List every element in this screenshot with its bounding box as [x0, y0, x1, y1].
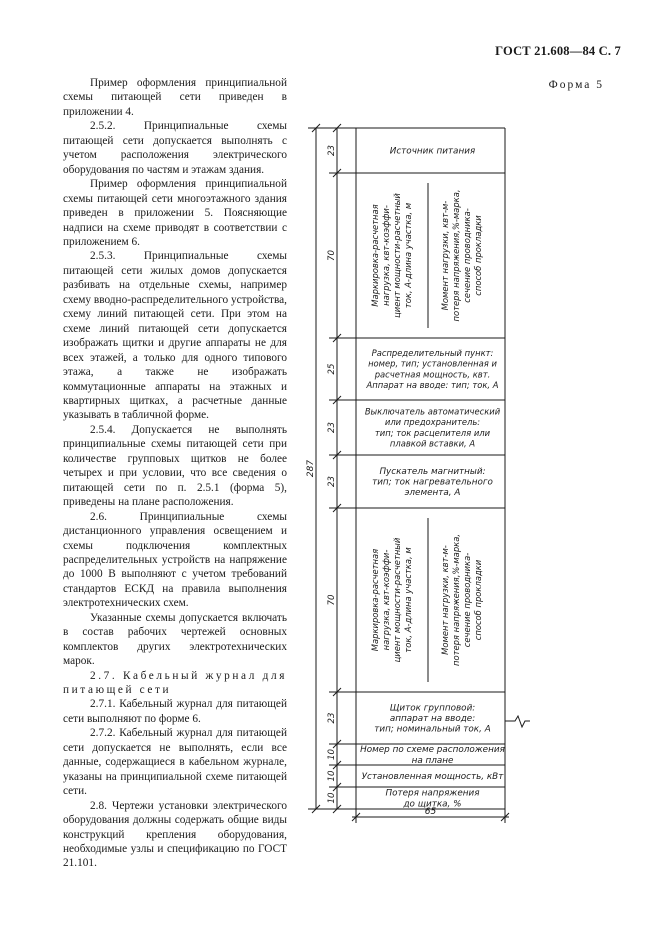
rotated-label: ток, А-длина участка, м: [403, 547, 413, 653]
rotated-label: Момент нагрузки, квт-м-: [440, 200, 450, 311]
row-dimension: 23: [327, 712, 337, 724]
rotated-label: Маркировка-расчетная: [370, 204, 380, 307]
rotated-label: циент мощности-расчетный: [392, 193, 402, 318]
rotated-label: потеря напряжения,%-марка,: [451, 533, 461, 667]
row-label: плавкой вставки, А: [389, 438, 476, 449]
rotated-label: способ прокладки: [473, 215, 483, 296]
row-label: Установленная мощность, кВт: [361, 772, 504, 782]
row-label: Потеря напряжения: [385, 788, 480, 799]
row-label: тип; номинальный ток, А: [374, 724, 491, 735]
rotated-label: циент мощности-расчетный: [392, 537, 402, 663]
rotated-label: потеря напряжения,%-марка,: [451, 189, 461, 322]
row-label: Пускатель магнитный:: [379, 466, 486, 477]
row-dimension: 10: [327, 792, 337, 804]
row-label: элемента, А: [404, 488, 461, 499]
row-dimension: 23: [327, 422, 337, 433]
row-label: Аппарат на вводе: тип; ток, А: [366, 379, 499, 390]
row-label: Щиток групповой:: [389, 703, 476, 714]
rotated-label: нагрузка, квт-коэффи-: [381, 549, 391, 651]
paragraph: 2.7.2. Кабельный журнал для питающей сети допускается не выполнять, если все данные, содержащиеся в кабельном журнале, указаны на принципиальной схеме питающей сети.: [63, 727, 287, 798]
rotated-label: нагрузка, квт-коэффи-: [381, 205, 391, 306]
row-dimension: 23: [327, 476, 337, 487]
paragraph: Пример оформления принципиальной схемы питающей сети многоэтажного здания приведен в приложении 5. Поясняющие надписи на схеме приводят в соответствии с приложением 6.: [63, 178, 287, 248]
row-dimension: 23: [327, 145, 337, 156]
width-dimension: 65: [424, 807, 437, 817]
row-label: Номер по схеме расположения: [360, 745, 505, 756]
paragraph: Указанные схемы допускается включать в состав рабочих чертежей основных комплектов других электротехнических марок.: [63, 611, 287, 668]
rotated-label: способ прокладки: [473, 559, 483, 641]
row-label: до щитка, %: [403, 799, 462, 810]
row-label: тип; ток расцепителя или: [374, 427, 491, 438]
rotated-label: сечение проводника-: [462, 552, 472, 648]
paragraph: 2.5.3. Принципиальные схемы питающей сети жилых домов допускается разбивать на отдельные схемы, например схему вводно-распределительного устройства, схему линий питающей сети. При этом на схеме линий питающей сети допускается изображать щитки и другие аппараты не для всех этажей, а только для одного типового этажа, а также не изображать коммутационные аппараты на этажных и квартирных щитках, а расчетные данные указывать в табличной форме.: [63, 250, 287, 422]
paragraph: 2.7.1. Кабельный журнал для питающей сети выполняют по форме 6.: [63, 698, 287, 725]
row-label: Выключатель автоматический: [364, 406, 501, 417]
row-label: Источник питания: [389, 146, 476, 157]
row-label: Распределительный пункт:: [371, 348, 494, 359]
row-dimension: 10: [327, 749, 337, 760]
row-dimension: 10: [327, 770, 337, 782]
paragraph: 2.5.4. Допускается не выполнять принципиальные схемы питающей сети при количестве групповых щитков не более четырех и при условии, что все сведения о питающей сети по п. 2.5.1 (форма 5), приведены на плане расположения.: [63, 423, 287, 509]
row-label: аппарат на вводе:: [389, 714, 476, 724]
paragraph: 2.8. Чертежи установки электрического оборудования должны содержать общие виды конструкций крепления оборудования, необходимые узлы и спецификацию по ГОСТ 21.101.: [63, 799, 287, 870]
paragraph: 2.6. Принципиальные схемы дистанционного управления освещением и схемы подключения комплектных распределительных устройств на напряжение до 1000 В выполняют с учетом требований стандартов ЕСКД на правила выполнения электротехнических схем.: [63, 510, 287, 610]
section-heading: 2.7. Кабельный журнал для питающей сети: [63, 669, 287, 697]
row-label: номер, тип; установленная и: [368, 358, 497, 369]
rotated-label: сечение проводника-: [462, 208, 472, 303]
form-label: Форма 5: [548, 79, 604, 91]
row-label: расчетная мощность, квт.: [374, 369, 491, 380]
row-dimension: 25: [327, 363, 337, 375]
row-dimension: 70: [327, 594, 337, 606]
row-label: тип; ток нагревательного: [372, 477, 493, 488]
rotated-label: Маркировка-расчетная: [370, 548, 380, 652]
row-dimension: 70: [327, 250, 337, 261]
row-label: или предохранитель:: [384, 417, 481, 428]
paragraph: Пример оформления принципиальной схемы питающей сети приведен в приложении 4.: [63, 77, 287, 118]
paragraph: 2.5.2. Принципиальные схемы питающей сети допускается выполнять с учетом расположения электрического оборудования по частям и этажам здания.: [63, 120, 287, 176]
rotated-label: Момент нагрузки, квт-м-: [440, 545, 450, 655]
rotated-label: ток, А-длина участка, м: [403, 202, 413, 309]
page-header: ГОСТ 21.608—84 С. 7: [495, 44, 621, 58]
total-height-dimension: 287: [306, 459, 316, 478]
row-label: на плане: [411, 755, 454, 766]
